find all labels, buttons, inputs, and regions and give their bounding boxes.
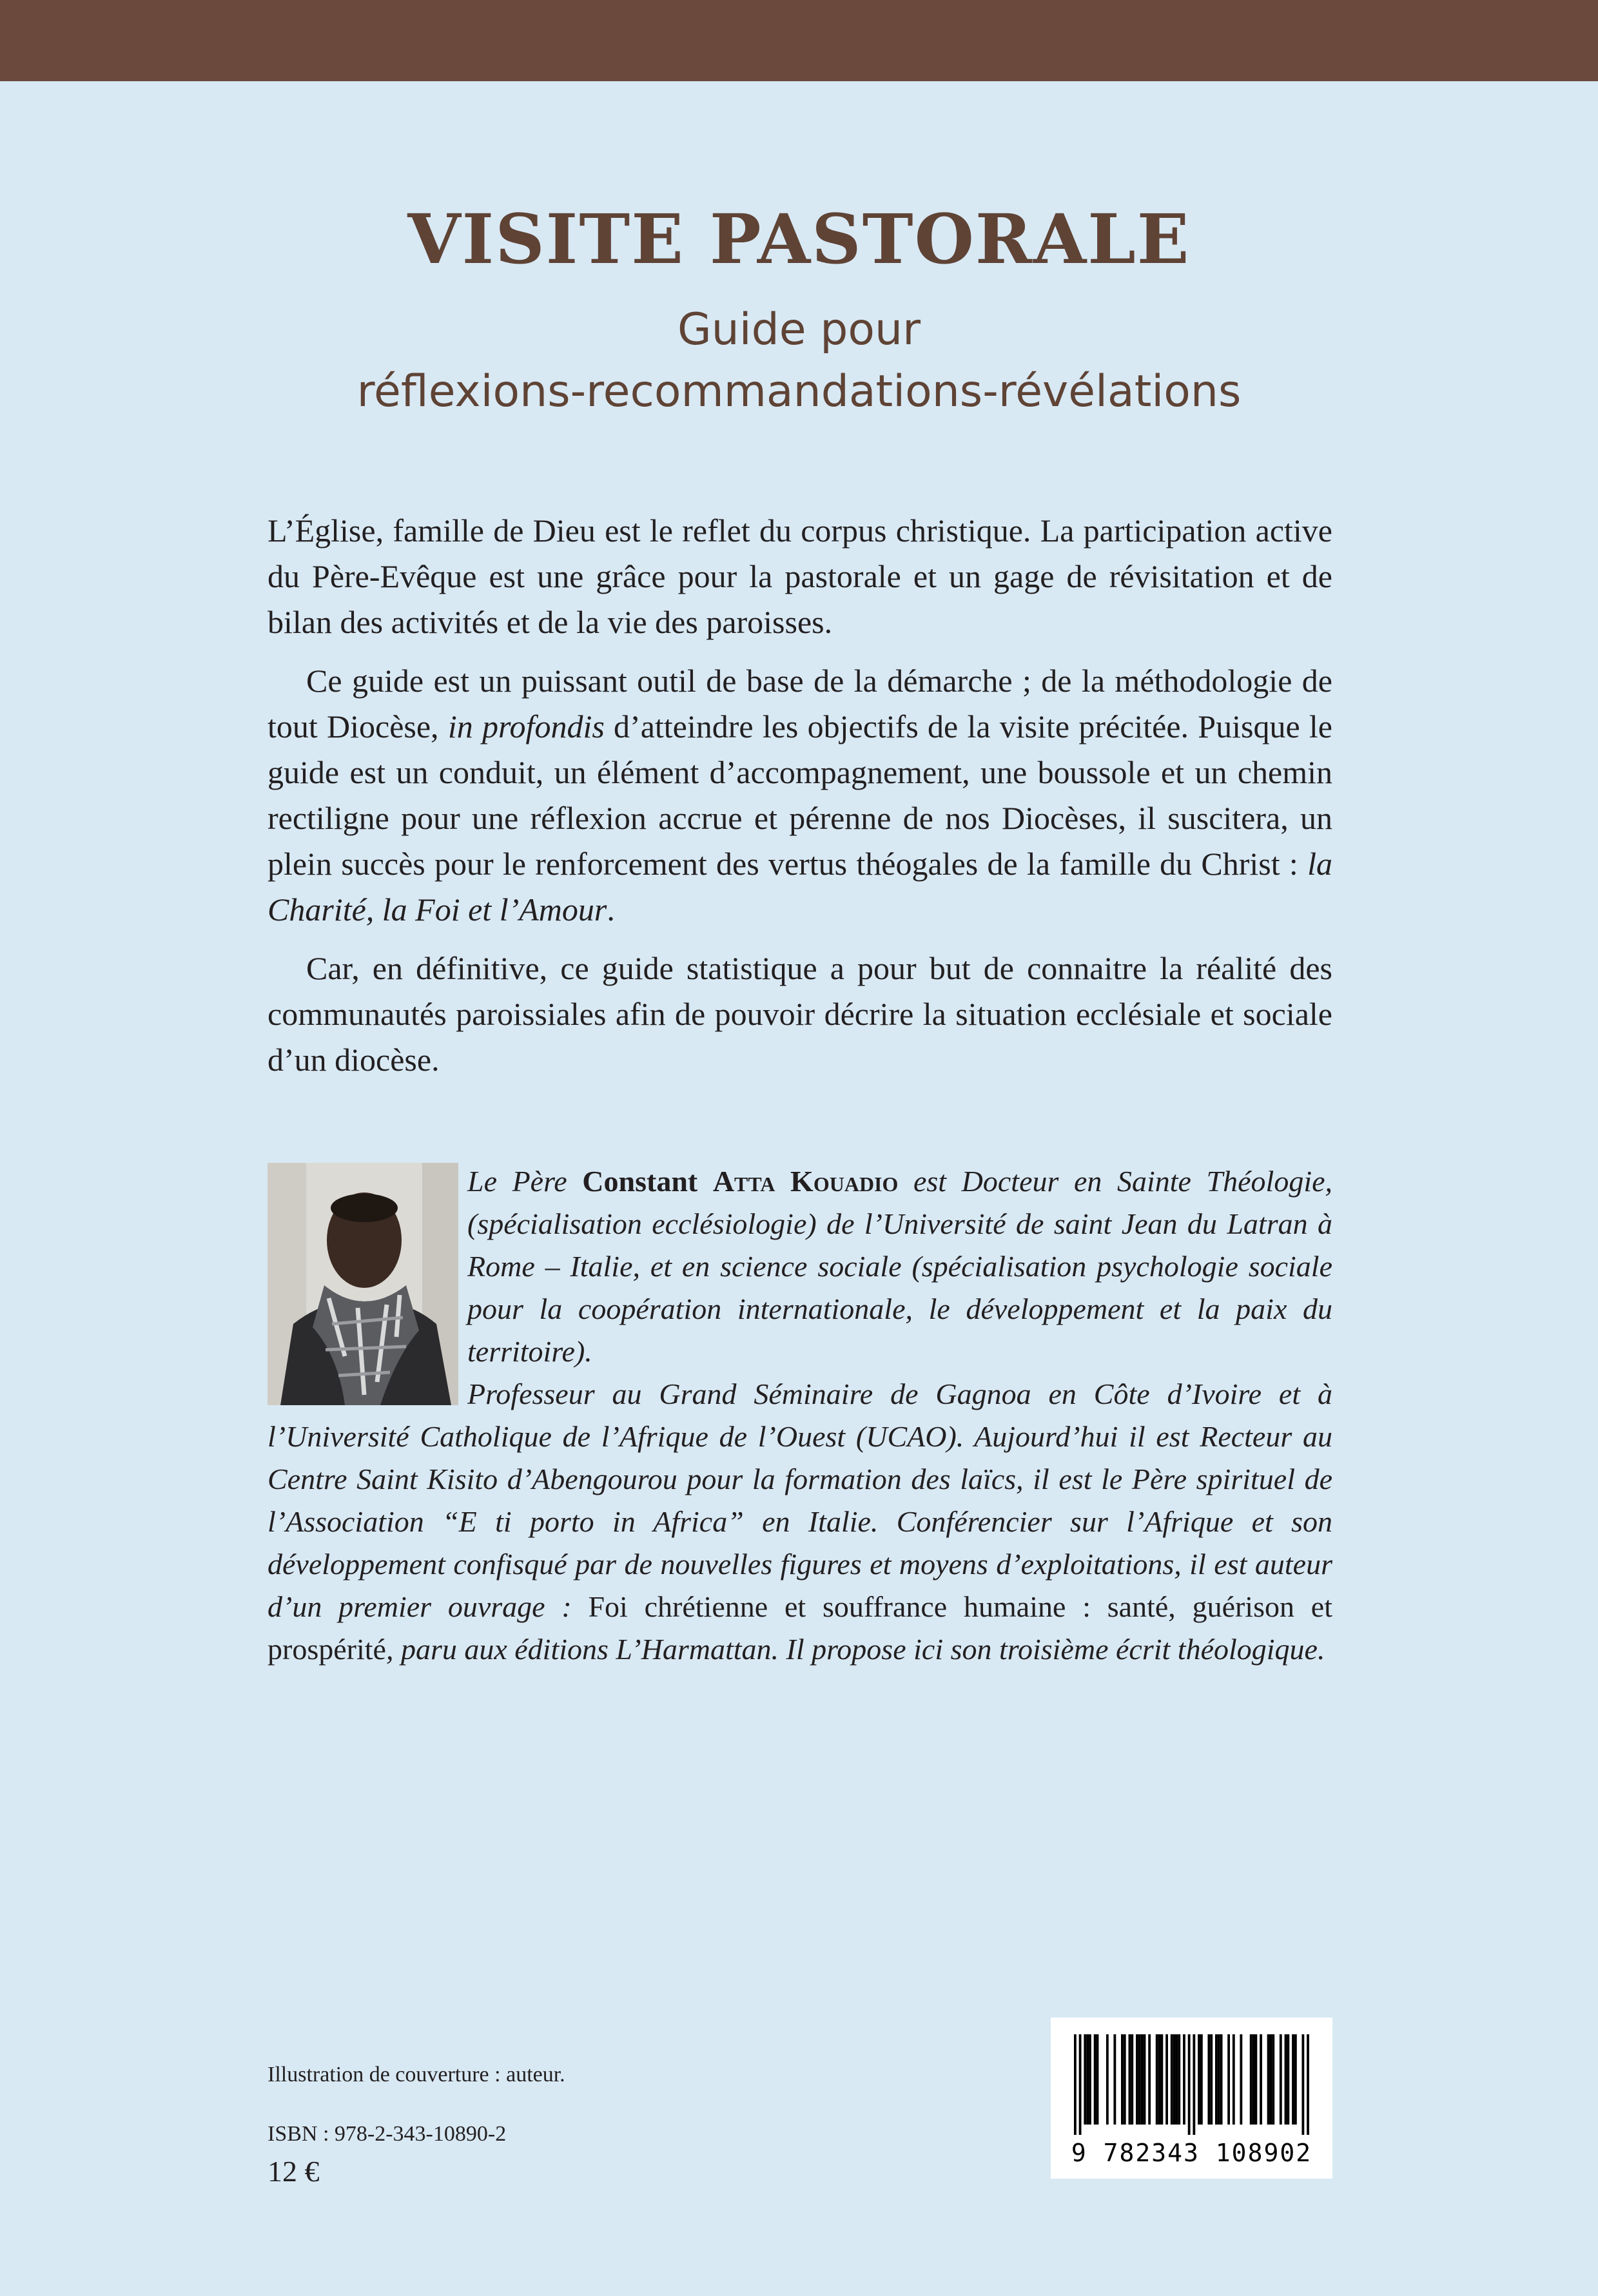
barcode-bar — [1240, 2034, 1242, 2125]
barcode-bar — [1188, 2034, 1191, 2135]
barcode-bar — [1198, 2034, 1200, 2125]
barcode-bar — [1215, 2034, 1218, 2125]
barcode-bar — [1272, 2034, 1274, 2125]
barcode-bar — [1121, 2034, 1124, 2125]
barcode-bar — [1280, 2034, 1282, 2125]
barcode-bar — [1292, 2034, 1294, 2125]
blurb-p2-italic: in profondis — [447, 708, 605, 744]
barcode-bar — [1096, 2034, 1099, 2125]
barcode-bar — [1138, 2034, 1141, 2125]
barcode-bar — [1294, 2034, 1297, 2125]
barcode-bar — [1218, 2034, 1220, 2125]
barcode-bar — [1260, 2034, 1262, 2125]
barcode-bar — [1106, 2034, 1109, 2125]
barcode-bars — [1074, 2034, 1309, 2135]
blurb-paragraph-1: L’Église, famille de Dieu est le reflet du corpus christique. La participation active du Père-Evêque est une grâce pour la pastorale et un gage de révisitation et de bilan des activités et de la vie des paroisses. — [268, 512, 1332, 640]
barcode-bar — [1129, 2034, 1131, 2125]
author-biography — [268, 1160, 1332, 1671]
blurb-p2-virtues: la Charité, la Foi et l’Amour — [268, 846, 1332, 928]
barcode-bar — [1158, 2034, 1161, 2125]
isbn: ISBN : 978-2-343-10890-2 — [268, 2122, 507, 2146]
photo-spacer — [268, 1160, 467, 1416]
barcode-bar — [1074, 2034, 1077, 2135]
bio-part-2: Professeur au Grand Séminaire de Gagnoa en Côte d’Ivoire et à l’Université Catholique de l’Afrique de l’Ouest (UCAO). Aujourd’hui il est Recteur au Centre Saint Kisito d’Abengourou pour la formation des laïcs, il est le Père spirituel de l’Association “E ti porto in Africa” en Italie. Conférencier sur l’Afrique et son développement confisqué par de nouvelles figures et moyens d’exploitations, il est auteur d’un premier ouvrage : — [268, 1377, 1332, 1623]
bio-intro: Le Père — [467, 1165, 583, 1198]
barcode-digits: 9 782343 108902 — [1071, 2139, 1312, 2167]
author-first-name: Constant — [582, 1165, 698, 1198]
blurb-paragraph-2 — [268, 658, 1332, 933]
barcode-bar — [1227, 2034, 1230, 2125]
barcode-bar — [1207, 2034, 1210, 2125]
blurb-p2-end: . — [607, 891, 615, 928]
book-title: VISITE PASTORALE — [407, 199, 1191, 279]
author-last-name: Atta Kouadio — [712, 1165, 899, 1198]
blurb-p2-start: Ce guide est un puissant outil de base de la démarche ; de la méthodologie de tout Diocèse, — [268, 663, 1332, 744]
blurb — [268, 508, 1332, 1096]
barcode-bar — [1183, 2034, 1185, 2125]
barcode-bar — [1250, 2034, 1252, 2125]
barcode-bar — [1160, 2034, 1163, 2125]
barcode-bar — [1148, 2034, 1151, 2125]
barcode-bar — [1131, 2034, 1133, 2125]
barcode-bar — [1270, 2034, 1272, 2125]
book-subtitle-line2: réflexions-recommandations-révélations — [356, 366, 1242, 417]
barcode-bar — [1220, 2034, 1223, 2125]
barcode-bar — [1084, 2034, 1086, 2125]
blurb-p2-mid: d’atteindre les objectifs de la visite précitée. Puisque le guide est un conduit, un élément d’accompagnement, une boussole et un chemin rectiligne pour une réflexion accrue et pérenne de nos Diocèses, il suscitera, un plein succès pour le renforcement des vertus théogales de la famille du Christ : — [268, 708, 1332, 882]
author-name — [582, 1165, 898, 1198]
barcode-bar — [1144, 2034, 1146, 2125]
bio-book-title: Foi chrétienne et souffrance humaine : santé, guérison et prospérité — [268, 1590, 1332, 1666]
barcode-bar — [1252, 2034, 1255, 2125]
barcode-bar — [1210, 2034, 1213, 2125]
barcode-bar — [1171, 2034, 1173, 2125]
barcode-bar — [1113, 2034, 1116, 2125]
barcode-bar — [1176, 2034, 1178, 2125]
barcode-bar — [1086, 2034, 1089, 2125]
barcode-bar — [1079, 2034, 1082, 2135]
barcode-bar — [1141, 2034, 1144, 2125]
barcode-bar — [1200, 2034, 1203, 2125]
barcode-bar — [1267, 2034, 1270, 2125]
cover-credit: Illustration de couverture : auteur. — [268, 2063, 565, 2087]
barcode-bar — [1254, 2034, 1257, 2125]
barcode-bar — [1089, 2034, 1091, 2125]
bio-part-1: est Docteur en Sainte Théologie, (spécialisation ecclésiologie) de l’Université de saint Jean du Latran à Rome – Italie, et en science sociale (spécialisation psychologie sociale pour la coopération internationale, le développement et la paix du territoire). — [467, 1165, 1333, 1368]
top-color-band — [0, 0, 1598, 81]
barcode-bar — [1193, 2034, 1195, 2135]
barcode-bar — [1301, 2034, 1304, 2135]
barcode-bar — [1307, 2034, 1309, 2135]
bio-part-3: , paru aux éditions L’Harmattan. Il propose ici son troisième écrit théologique. — [385, 1633, 1325, 1666]
barcode-bar — [1156, 2034, 1158, 2125]
barcode-bar — [1287, 2034, 1289, 2125]
barcode-bar — [1285, 2034, 1287, 2125]
barcode-bar — [1173, 2034, 1176, 2125]
barcode-bar — [1178, 2034, 1180, 2125]
blurb-paragraph-3: Car, en définitive, ce guide statistique a pour but de connaitre la réalité des communautés paroissiales afin de pouvoir décrire la situation ecclésiale et sociale d’un diocèse. — [268, 950, 1332, 1078]
barcode — [1051, 2018, 1332, 2179]
barcode-bar — [1165, 2034, 1168, 2125]
barcode-bar — [1233, 2034, 1235, 2125]
barcode-bar — [1124, 2034, 1126, 2125]
price: 12 € — [268, 2155, 320, 2188]
barcode-bar — [1136, 2034, 1138, 2125]
barcode-bar — [1094, 2034, 1096, 2125]
book-subtitle-line1: Guide pour — [677, 304, 921, 355]
